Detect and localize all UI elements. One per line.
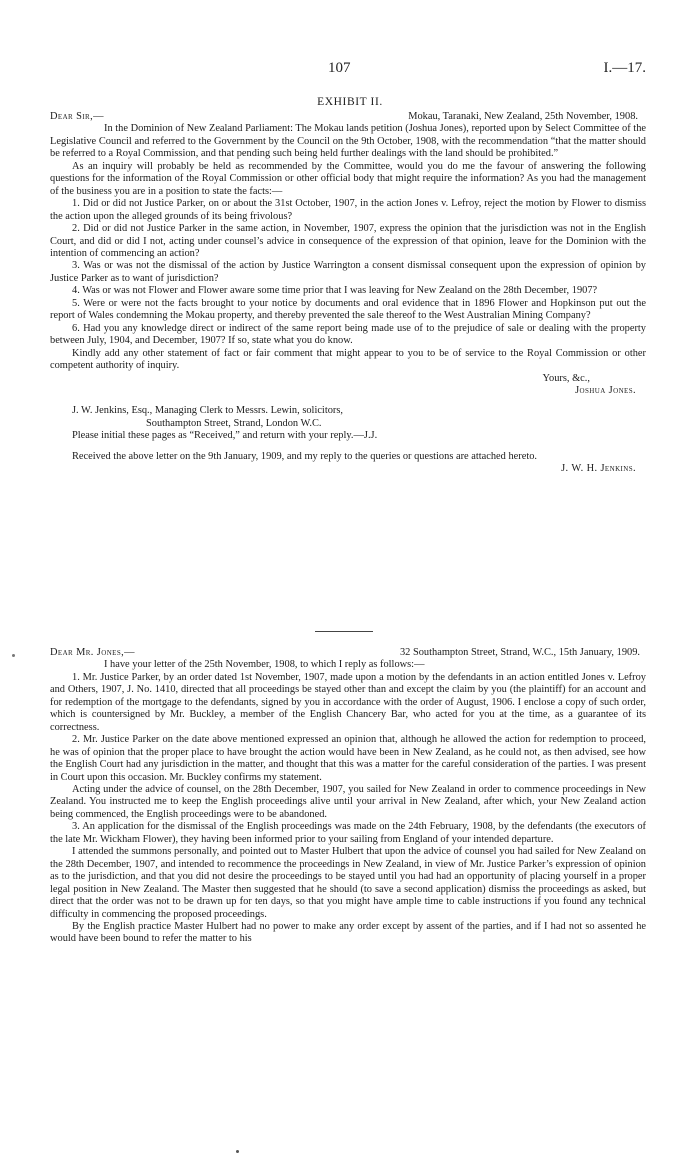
question-3: 3. Was or was not the dismissal of the action by Justice Warrington a consent dismissal consequent upon the expression of opinion by Justice Parker as to want of jurisdiction? <box>50 260 646 284</box>
letter2-intro-paragraph: I have your letter of the 25th November, 1908, to which I reply as follows:— <box>104 659 425 671</box>
letter-jenkins-to-jones <box>50 647 646 946</box>
letter2-place-date: 32 Southampton Street, Strand, W.C., 15th January, 1909. <box>399 647 640 658</box>
question-1: 1. Did or did not Justice Parker, on or about the 31st October, 1907, in the action Jones v. Lefroy, reject the motion by Flower to dismiss the action upon the alleged grounds of its being frivolous? <box>50 198 646 222</box>
reply-summons-paragraph: I attended the summons personally, and pointed out to Master Hulbert that upon the advice of counsel you had sailed for New Zealand on the 28th December, 1907, and intended to recommence the proceedings in New Zealand, in view of Mr. Justice Parker’s expression of opinion as to the jurisdiction, and that you did not desire the proceedings to be stayed until you had had an opportunity of placing yourself in a proper legal position in New Zealand. The Master then suggested that he should (to save a second application) dismiss the proceedings as asked, but direct that the order was not to be drawn up for ten days, so that you might have ample time to cable instructions if you found any technical difficulty in commencing the proposed proceedings. <box>50 846 646 920</box>
letter1-signature: Joshua Jones. <box>575 384 636 396</box>
letter1-kindly-paragraph: Kindly add any other statement of fact or fair comment that might appear to you to be of service to the Royal Commission or other competent authority of inquiry. <box>50 347 646 372</box>
question-4: 4. Was or was not Flower and Flower aware some time prior that I was leaving for New Zealand on the 28th December, 1907? <box>72 285 598 297</box>
document-reference: I.—17. <box>603 60 646 76</box>
received-note: Received the above letter on the 9th January, 1909, and my reply to the queries or questions are attached hereto. <box>72 450 538 462</box>
letter1-salutation: Dear Sir,— <box>50 111 104 122</box>
reply-paragraph-2: 2. Mr. Justice Parker on the date above mentioned expressed an opinion that, although he allowed the action for redemption to proceed, he was of opinion that the proper place to have brought the action would have been in New Zealand, as he could not, as then advised, see how the English Court had any jurisdiction in the matter, and thought that this was a matter for the careful consideration of the parties. I was present in Court upon this occasion. Mr. Buckley confirms my statement. <box>50 734 646 783</box>
letter2-heading <box>50 647 646 659</box>
letter-jones-to-jenkins <box>50 111 646 476</box>
page-number: 107 <box>328 60 351 76</box>
letter1-place-date: Mokau, Taranaki, New Zealand, 25th November, 1908. <box>408 111 638 122</box>
reply-paragraph-1: 1. Mr. Justice Parker, by an order dated 1st November, 1907, made upon a motion by the defendants in an action entitled Jones v. Lefroy and Others, 1907, J. No. 1410, directed that all proceedings be stayed other than and except the claim by you (the plaintiff) for an account and for redemption of the mortgage to the defendants, signed by you in accordance with the order of August, 1906. I enclose a copy of such order, which is countersigned by Mr. Buckley, a member of the English Chancery Bar, who acted for you at the time, as a guarantee of its correctness. <box>50 671 646 733</box>
addressee-line-1: J. W. Jenkins, Esq., Managing Clerk to Messrs. Lewin, solicitors, <box>72 405 344 417</box>
exhibit-title: EXHIBIT II. <box>317 96 383 108</box>
page-speck <box>236 1150 239 1153</box>
letter1-intro-paragraph: In the Dominion of New Zealand Parliament: The Mokau lands petition (Joshua Jones), reported upon by Select Committee of the Legislative Council and referred to the Government by the Council on the 9th October, 1908, with the recommendation “that the matter should be referred to a Royal Commission, and that pending such being held further dealings with the land should be prohibited.” <box>50 123 646 160</box>
reply-acting-paragraph: Acting under the advice of counsel, on the 28th December, 1907, you sailed for New Zealand in order to commence proceedings in New Zealand. You instructed me to keep the English proceedings alive until your arrival in New Zealand, after which, your New Zealand action being commenced, the English proceedings were to be abandoned. <box>50 783 646 820</box>
margin-speck <box>12 654 15 657</box>
letter1-closing <box>50 373 646 385</box>
question-5: 5. Were or were not the facts brought to your notice by documents and oral evidence that in 1896 Flower and Hopkinson put out the report of Wales condemning the Mokau property, and thereby prevented the sale thereof to the West Australian Mining Company? <box>50 297 646 322</box>
letter2-salutation: Dear Mr. Jones,— <box>50 647 135 658</box>
letter1-heading <box>50 111 646 123</box>
spacer <box>50 443 646 451</box>
question-6: 6. Had you any knowledge direct or indirect of the same report being made use of to the prejudice of sale or dealing with the property between July, 1904, and December, 1907? If so, state what you do know. <box>50 322 646 347</box>
letter1-inquiry-paragraph: As an inquiry will probably be held as recommended by the Committee, would you do me the favour of answering the following questions for the information of the Royal Commission or other official body that might require the information? As you had the management of the business you are in a position to state the facts:— <box>50 160 646 197</box>
reply-practice-paragraph: By the English practice Master Hulbert had no power to make any order except by assent of the parties, and if I had not so assented he would have been bound to refer the matter to his <box>50 920 646 945</box>
spacer <box>50 397 646 405</box>
addressee-line-2: Southampton Street, Strand, London W.C. <box>146 417 322 429</box>
initial-request: Please initial these pages as “Received,” and return with your reply.—J.J. <box>72 430 378 442</box>
reply-paragraph-3: 3. An application for the dismissal of the English proceedings was made on the 24th February, 1908, by the defendants (the executors of the late Mr. Wickham Flower), they having been informed prior to your sailing from England of your intended departure. <box>50 821 646 845</box>
closing-text: Yours, &c., <box>542 372 590 384</box>
received-signature: J. W. H. Jenkins. <box>561 463 636 475</box>
section-divider <box>315 631 373 632</box>
question-2: 2. Did or did not Justice Parker in the same action, in November, 1907, express the opinion that the jurisdiction was not in the English Court, and did or did I not, acting under counsel’s advice in consequence of the expression of that opinion, leave for the Dominion with the intention of commencing an action? <box>50 223 646 259</box>
